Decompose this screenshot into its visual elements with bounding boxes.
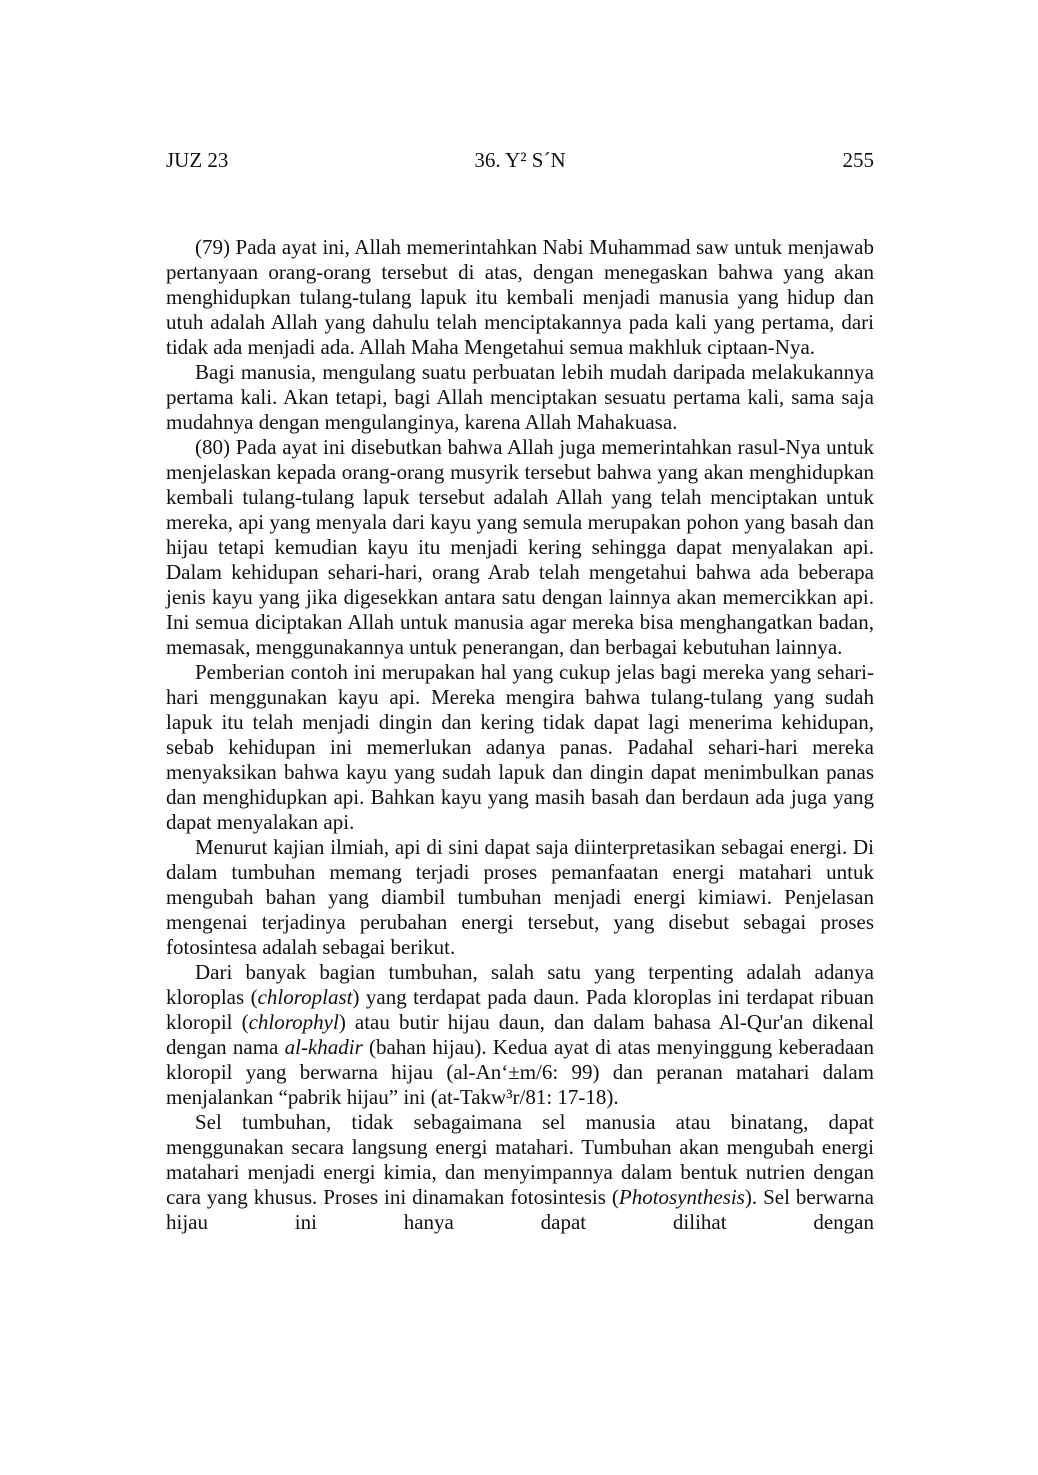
commentary-body xyxy=(166,235,874,1235)
paragraph-repetition: Bagi manusia, mengulang suatu perbuatan lebih mudah daripada melakukannya pertama kali. Akan tetapi, bagi Allah menciptakan sesuatu pertama kali, sama saja mudahnya dengan mengulanginya, karena Allah Mahakuasa. xyxy=(166,360,874,434)
term-chloroplast: chloroplast xyxy=(257,985,353,1009)
juz-label: JUZ 23 xyxy=(166,148,229,172)
running-header xyxy=(166,146,874,174)
text-run: Sel tumbuhan, tidak sebagaimana sel manusia atau binatang, dapat menggunakan secara langsung energi matahari. Tumbuhan akan mengubah energi matahari menjadi energi kimia, dan menyimpannya dalam bentuk nutrien dengan cara yang khusus. Proses ini dinamakan fotosintesis ( xyxy=(166,1110,874,1209)
text-run: ) atau butir hijau daun, dan dalam bahasa Al-Qur'an dikenal dengan nama xyxy=(166,1010,874,1059)
paragraph-photosynthesis xyxy=(166,1110,874,1235)
page-number: 255 xyxy=(842,148,874,172)
term-photosynthesis: Photosynthesis xyxy=(618,1185,745,1209)
paragraph-scientific-study: Menurut kajian ilmiah, api di sini dapat saja diinterpretasikan sebagai energi. Di dalam tumbuhan memang terjadi proses pemanfaatan energi matahari untuk mengubah bahan yang diambil tumbuhan menjadi energi kimiawi. Penjelasan mengenai terjadinya perubahan energi tersebut, yang disebut sebagai proses fotosintesa adalah sebagai berikut. xyxy=(166,835,874,959)
paragraph-chloroplast xyxy=(166,960,874,1110)
text-run: ) yang terdapat pada daun. Pada kloroplas ini terdapat ribuan kloropil ( xyxy=(166,985,874,1034)
paragraph-verse-80: (80) Pada ayat ini disebutkan bahwa Allah juga memerintahkan rasul-Nya untuk menjelaskan kepada orang-orang musyrik tersebut bahwa yang akan menghidupkan kembali tulang-tulang lapuk tersebut adalah Allah yang telah menciptakan untuk mereka, api yang menyala dari kayu yang semula merupakan pohon yang basah dan hijau tetapi kemudian kayu itu menjadi kering sehingga dapat menyalakan api. Dalam kehidupan sehari-hari, orang Arab telah mengetahui bahwa ada beberapa jenis kayu yang jika digesekkan antara satu dengan lainnya akan memercikkan api. Ini semua diciptakan Allah untuk manusia agar mereka bisa menghangatkan badan, memasak, menggunakannya untuk penerangan, dan berbagai kebutuhan lainnya. xyxy=(166,435,874,659)
paragraph-firewood-example: Pemberian contoh ini merupakan hal yang cukup jelas bagi mereka yang sehari-hari menggunakan kayu api. Mereka mengira bahwa tulang-tulang yang sudah lapuk itu telah menjadi dingin dan kering tidak dapat lagi menerima kehidupan, sebab kehidupan ini memerlukan adanya panas. Padahal sehari-hari mereka menyaksikan bahwa kayu yang sudah lapuk dan dingin dapat menimbulkan panas dan menghidupkan api. Bahkan kayu yang masih basah dan berdaun ada juga yang dapat menyalakan api. xyxy=(166,660,874,834)
term-al-khadir: al-khadir xyxy=(284,1035,363,1059)
text-run: ). Sel berwarna hijau ini hanya dapat dilihat dengan xyxy=(166,1185,874,1234)
text-run: (bahan hijau). Kedua ayat di atas menyinggung keberadaan kloropil yang berwarna hijau (al-An‘±m/6: 99) dan peranan matahari dalam menjalankan “pabrik hijau” ini (at-Takw³r/81: 17-18). xyxy=(166,1035,874,1109)
text-run: Dari banyak bagian tumbuhan, salah satu yang terpenting adalah adanya kloroplas ( xyxy=(166,960,874,1009)
paragraph-verse-79: (79) Pada ayat ini, Allah memerintahkan Nabi Muhammad saw untuk menjawab pertanyaan orang-orang tersebut di atas, dengan menegaskan bahwa yang akan menghidupkan tulang-tulang lapuk itu kembali menjadi manusia yang hidup dan utuh adalah Allah yang dahulu telah menciptakannya pada kali yang pertama, dari tidak ada menjadi ada. Allah Maha Mengetahui semua makhluk ciptaan-Nya. xyxy=(166,235,874,359)
surah-title: 36. Y² S´N xyxy=(474,148,566,172)
term-chlorophyl: chlorophyl xyxy=(248,1010,339,1034)
